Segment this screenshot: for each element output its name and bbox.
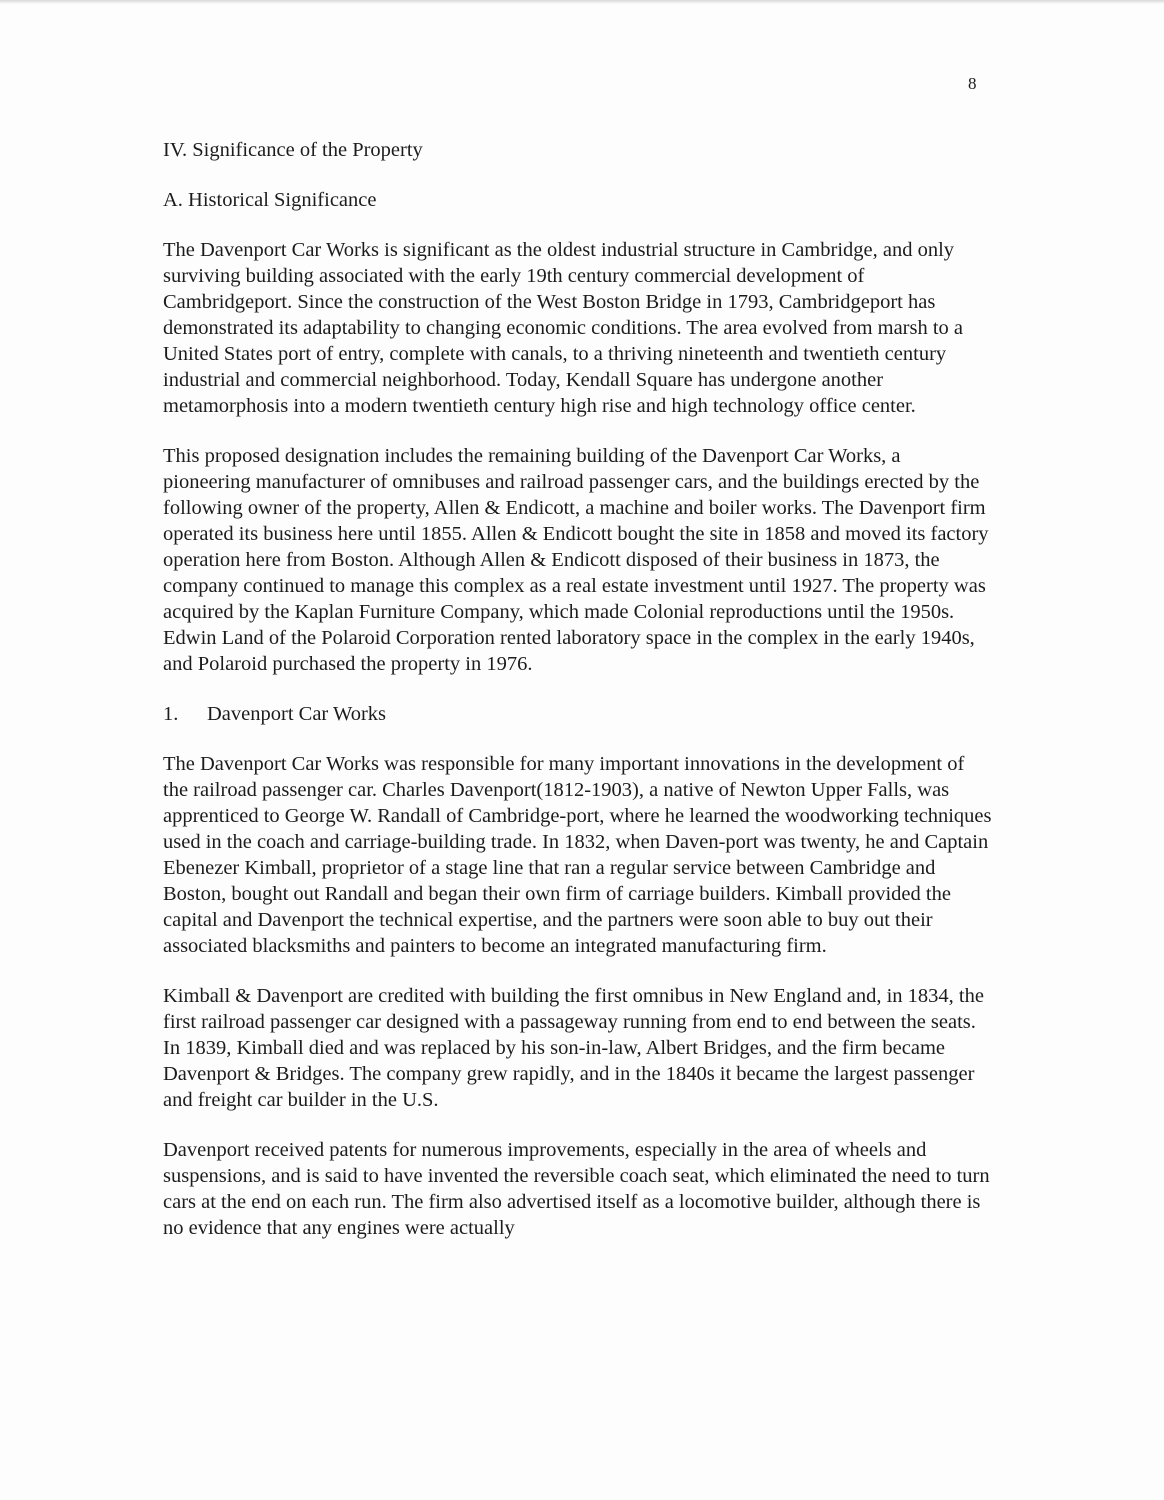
list-item-title: Davenport Car Works — [207, 703, 387, 725]
paragraph-omnibus — [163, 983, 993, 1113]
document-body — [163, 137, 993, 1265]
paragraph-designation — [163, 443, 993, 677]
paragraph-text: The Davenport Car Works is significant as the oldest industrial structure in Cambridge, and only surviving building associated with the early 19th century commercial development of Cambridgeport. Since the construction of the West Boston Bridge in 1793, Cambridgeport has demonstrated its adaptability to changing economic conditions. The area evolved from marsh to a United States port of entry, complete with canals, to a thriving nineteenth and twentieth century industrial and commercial neighborhood. Today, Kendall Square has undergone another metamorphosis into a modern twentieth century high rise and high technology office center. — [163, 239, 964, 417]
paragraph-innovations — [163, 751, 993, 959]
section-title: IV. Significance of the Property — [163, 139, 423, 161]
list-item-number: 1. — [163, 703, 179, 725]
scan-edge — [0, 0, 1164, 4]
list-item-heading — [163, 701, 993, 727]
subsection-title: A. Historical Significance — [163, 189, 377, 211]
paragraph-patents — [163, 1137, 993, 1241]
paragraph-text: The Davenport Car Works was responsible for many important innovations in the development of the railroad passenger car. Charles Davenport(1812-1903), a native of Newton Upper Falls, was apprenticed to George W. Randall of Cambridge-port, where he learned the woodworking techniques used in the coach and carriage-building trade. In 1832, when Daven-port was twenty, he and Captain Ebenezer Kimball, proprietor of a stage line that ran a regular service between Cambridge and Boston, bought out Randall and began their own firm of carriage builders. Kimball provided the capital and Davenport the technical expertise, and the partners were soon able to buy out their associated blacksmiths and painters to become an integrated manufacturing firm. — [163, 753, 992, 957]
paragraph-text: Davenport received patents for numerous improvements, especially in the area of wheels and suspensions, and is said to have invented the reversible coach seat, which eliminated the need to turn cars at the end on each run. The firm also advertised itself as a locomotive builder, although there is no evidence that any engines were actually — [163, 1139, 990, 1239]
paragraph-significance — [163, 237, 993, 419]
paragraph-text: This proposed designation includes the remaining building of the Davenport Car Works, a pioneering manufacturer of omnibuses and railroad passenger cars, and the buildings erected by the following owner of the property, Allen & Endicott, a machine and boiler works. The Davenport firm operated its business here until 1855. Allen & Endicott bought the site in 1858 and moved its factory operation here from Boston. Although Allen & Endicott disposed of their business in 1873, the company continued to manage this complex as a real estate investment until 1927. The property was acquired by the Kaplan Furniture Company, which made Colonial reproductions until the 1950s. Edwin Land of the Polaroid Corporation rented laboratory space in the complex in the early 1940s, and Polaroid purchased the property in 1976. — [163, 445, 989, 675]
paragraph-text: Kimball & Davenport are credited with building the first omnibus in New England and, in 1834, the first railroad passenger car designed with a passageway running from end to end between the seats. In 1839, Kimball died and was replaced by his son-in-law, Albert Bridges, and the firm became Davenport & Bridges. The company grew rapidly, and in the 1840s it became the largest passenger and freight car builder in the U.S. — [163, 985, 984, 1111]
page-number: 8 — [968, 74, 977, 93]
